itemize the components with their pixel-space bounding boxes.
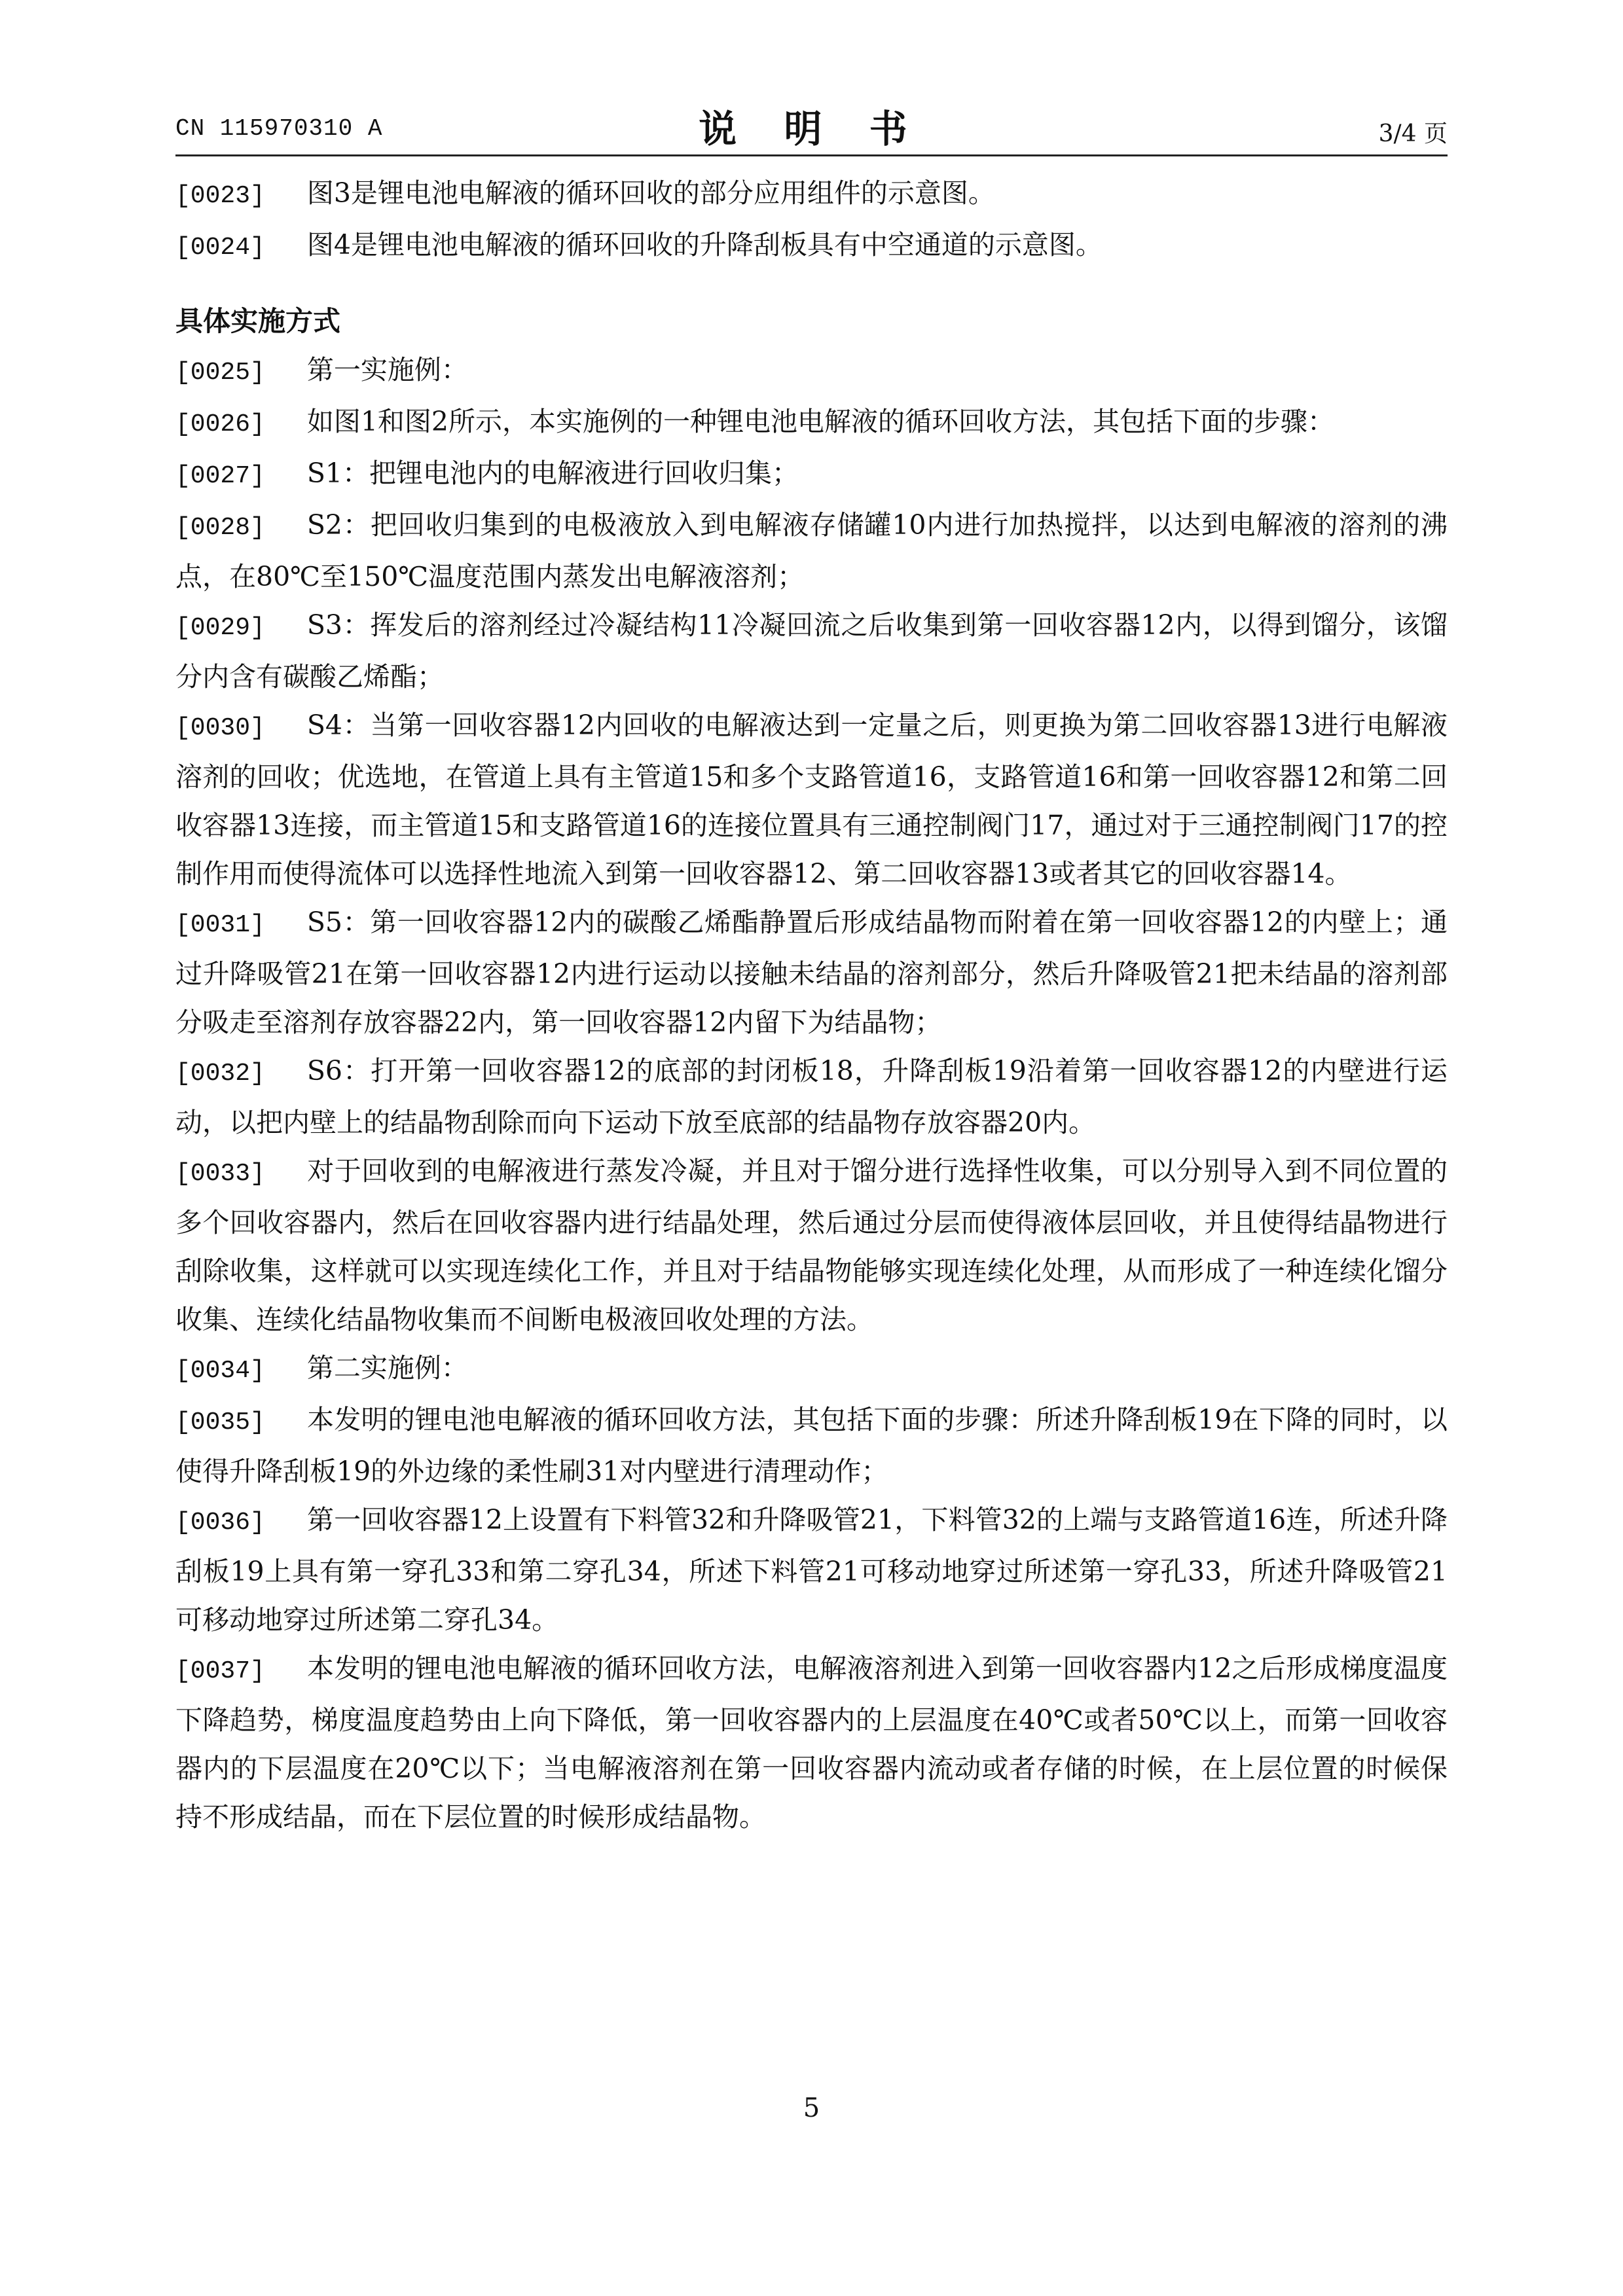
- paragraph-number: [0031]: [175, 911, 265, 939]
- document-number: CN 115970310 A: [175, 115, 383, 142]
- paragraph-number: [0033]: [175, 1160, 265, 1188]
- paragraph-text: 第一回收容器12上设置有下料管32和升降吸管21，下料管32的上端与支路管道16连，所述升降刮板19上具有第一穿孔33和第二穿孔34，所述下料管21可移动地穿过所述第一穿孔33，所述升降吸管21可移动地穿过所述第二穿孔34。: [175, 1504, 1448, 1636]
- paragraph: [175, 1644, 1448, 1841]
- paragraph-text: 图3是锂电池电解液的循环回收的部分应用组件的示意图。: [306, 177, 995, 209]
- document-title: 说 明 书: [699, 107, 924, 151]
- paragraph-number: [0037]: [175, 1657, 265, 1685]
- document-body: [175, 169, 1448, 1841]
- paragraph-number: [0030]: [175, 714, 265, 742]
- paragraph-number: [0024]: [175, 234, 265, 262]
- paragraph-number: [0029]: [175, 614, 265, 642]
- page-header: [175, 98, 1448, 151]
- paragraph-text: 对于回收到的电解液进行蒸发冷凝，并且对于馏分进行选择性收集，可以分别导入到不同位置的多个回收容器内，然后在回收容器内进行结晶处理，然后通过分层而使得液体层回收，并且使得结晶物进行刮除收集，这样就可以实现连续化工作，并且对于结晶物能够实现连续化处理，从而形成了一种连续化馏分收集、连续化结晶物收集而不间断电极液回收处理的方法。: [175, 1155, 1448, 1335]
- paragraph-text: S5：第一回收容器12内的碳酸乙烯酯静置后形成结晶物而附着在第一回收容器12的内壁上；通过升降吸管21在第一回收容器12内进行运动以接触未结晶的溶剂部分，然后升降吸管21把未结晶的溶剂部分吸走至溶剂存放容器22内，第一回收容器12内留下为结晶物；: [175, 906, 1448, 1038]
- section-heading: 具体实施方式: [175, 305, 341, 337]
- paragraph: [175, 449, 1448, 501]
- paragraph-text: S6：打开第一回收容器12的底部的封闭板18，升降刮板19沿着第一回收容器12的内壁进行运动，以把内壁上的结晶物刮除而向下运动下放至底部的结晶物存放容器20内。: [175, 1055, 1448, 1138]
- paragraph-number: [0028]: [175, 514, 265, 542]
- paragraph-number: [0036]: [175, 1509, 265, 1537]
- paragraph-number: [0023]: [175, 182, 265, 210]
- paragraph: [175, 898, 1448, 1047]
- paragraph: [175, 346, 1448, 397]
- paragraph-text: 如图1和图2所示，本实施例的一种锂电池电解液的循环回收方法，其包括下面的步骤：: [306, 406, 1334, 437]
- paragraph-number: [0035]: [175, 1408, 265, 1437]
- paragraph-text: S3：挥发后的溶剂经过冷凝结构11冷凝回流之后收集到第一回收容器12内，以得到馏分，该馏分内含有碳酸乙烯酯；: [175, 609, 1448, 692]
- paragraph: [175, 1496, 1448, 1644]
- paragraph-number: [0026]: [175, 410, 265, 439]
- paragraph: [175, 701, 1448, 898]
- paragraph: [175, 1047, 1448, 1147]
- paragraph-number: [0032]: [175, 1060, 265, 1088]
- paragraph: [175, 601, 1448, 701]
- paragraph-text: S1：把锂电池内的电解液进行回收归集；: [306, 457, 799, 489]
- paragraph-text: S4：当第一回收容器12内回收的电解液达到一定量之后，则更换为第二回收容器13进行电解液溶剂的回收；优选地，在管道上具有主管道15和多个支路管道16，支路管道16和第一回收容器12和第二回收容器13连接，而主管道15和支路管道16的连接位置具有三通控制阀门17，通过对于三通控制阀门17的控制作用而使得流体可以选择性地流入到第一回收容器12、第二回收容器13或者其它的回收容器14。: [175, 709, 1448, 889]
- paragraph: [175, 169, 1448, 221]
- paragraph-text: 图4是锂电池电解液的循环回收的升降刮板具有中空通道的示意图。: [306, 229, 1103, 260]
- paragraph-number: [0034]: [175, 1357, 265, 1385]
- paragraph-text: 本发明的锂电池电解液的循环回收方法，电解液溶剂进入到第一回收容器内12之后形成梯度温度下降趋势，梯度温度趋势由上向下降低，第一回收容器内的上层温度在40℃或者50℃以上，而第一回收容器内的下层温度在20℃以下；当电解液溶剂在第一回收容器内流动或者存储的时候，在上层位置的时候保持不形成结晶，而在下层位置的时候形成结晶物。: [175, 1653, 1448, 1833]
- paragraph-text: 本发明的锂电池电解液的循环回收方法，其包括下面的步骤：所述升降刮板19在下降的同时，以使得升降刮板19的外边缘的柔性刷31对内壁进行清理动作；: [175, 1404, 1448, 1487]
- paragraph-number: [0025]: [175, 359, 265, 387]
- page-number: 5: [803, 2093, 820, 2123]
- paragraph-number: [0027]: [175, 462, 265, 490]
- paragraph-text: 第二实施例：: [306, 1352, 468, 1384]
- paragraph: [175, 501, 1448, 601]
- paragraph: [175, 221, 1448, 272]
- paragraph: [175, 397, 1448, 449]
- header-rule: [175, 154, 1448, 156]
- paragraph-text: S2：把回收归集到的电极液放入到电解液存储罐10内进行加热搅拌，以达到电解液的溶剂的沸点，在80℃至150℃温度范围内蒸发出电解液溶剂；: [175, 509, 1448, 592]
- page-reference: 3/4 页: [1378, 120, 1448, 147]
- paragraph: [175, 1395, 1448, 1496]
- paragraph: [175, 1147, 1448, 1344]
- paragraph-text: 第一实施例：: [306, 354, 468, 386]
- paragraph: [175, 1344, 1448, 1395]
